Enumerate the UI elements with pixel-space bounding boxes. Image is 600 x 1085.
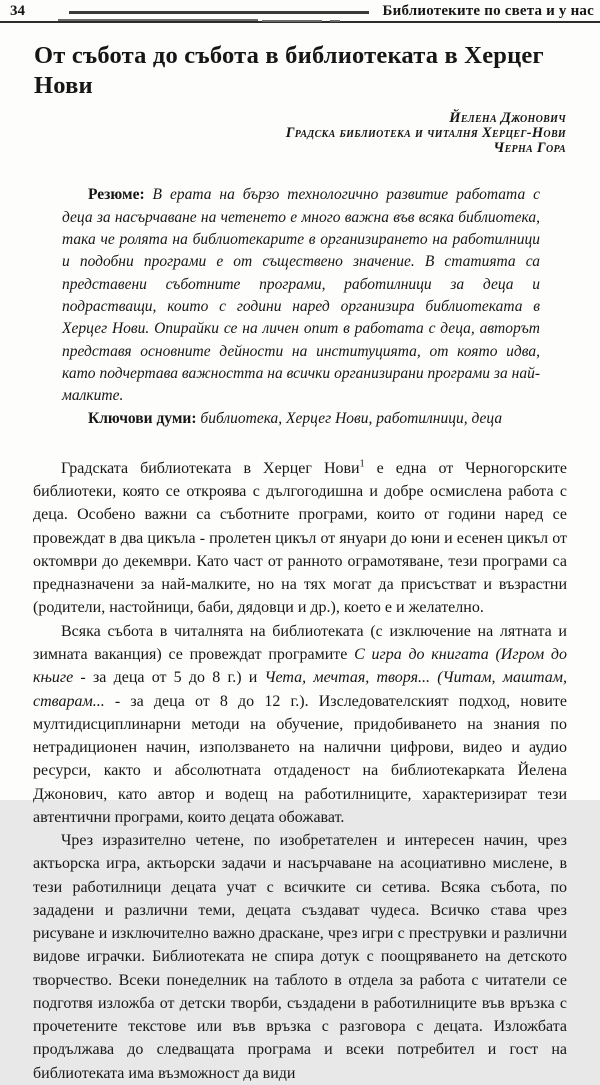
- abstract-label: Резюме: [88, 186, 140, 204]
- author-country: Черна Гора: [493, 140, 566, 157]
- page-number: 34: [10, 3, 25, 19]
- body-paragraph-2: Всяка събота в читалнята на библиотеката (с изключение на лятната и зимната ваканция) се провеждат програмите С игра до книгата (Игром до књиге - за деца от 5 до 8 г.) и Чета, мечтая, творя... (Читам, маштам, стварам... - за деца от 8 до 12 г.). Изследователският подход, новите мултидисциплинарни методи на обучение, придобиването на знания по нетрадиционен начин, използването на налични цифрови, видео и аудио ресурси, както и абсолютната отдаденост на библиотекарката Йелена Джонович, като автор и водещ на работилниците, характеризират тези автентични програми, които децата обожават.: [33, 622, 567, 826]
- body-paragraph-3: Чрез изразително четене, по изобретателен и интересен начин, чрез актьорска игра, актьорски задачи и насърчаване на асоциативно мислене, в тези работилници децата учат с всичките си сетива. Всяка събота, по зададени и различни теми, децата създават чудеса. Всичко става чрез рисуване и изключително важно драскане, чрез игри с преструвки и различни видове играчки. Библиотеката не спира дотук с поощряването на детското творчество. Всеки понеделник на таблото в отдела за работа с читатели се подготвя изложба от детски творби, създадени в работилниците във връзка с прочетените текстове или във връзка с разговора с децата. Изложбата продължава до следващата програма и всеки потребител и гост на библиотеката има възможност да види: [33, 832, 567, 1082]
- scan-artifact: [262, 20, 322, 22]
- abstract-text: В ерата на бързо технологично развитие работата с деца за насърчаване на четенето е много важна във всяка библиотека, така че ролята на библиотекарите в организирането на работилници и подобни програми е от съществено значение. В статията са представени съботните програми, работилници за деца и подрастващи, които с години наред организира библиотеката в Херцег Нови. Опирайки се на личен опит в работата с деца, авторът представя основните дейности на институцията, от която идва, като подчертава важността на всички организирани програми за най-малките.: [62, 186, 540, 405]
- article-title: От събота до събота в библиотеката в Херцег Нови: [34, 42, 544, 99]
- author-block: [0, 111, 566, 157]
- body-paragraph-1: Градската библиотеката в Херцег Нови$^1$ е една от Черногорските библиотеки, която се откроява с дългогодишна и добре осмислена работа с деца. Особено важни са съботните програми, които от години наред се провеждат в два цикъла - пролетен цикъл от януари до юни и есенен цикъл от октомври до декември. Като част от ранното ограмотяване, тези програми са предназначени за най-малките, но на тях могат да присъстват и възрастни (родители, настойници, баби, дядовци и др.), което е и желателно.: [33, 458, 567, 617]
- abstract-section: [62, 184, 540, 429]
- running-header: [0, 0, 600, 23]
- scan-artifact: [330, 20, 340, 22]
- scan-artifact: [58, 19, 258, 21]
- keywords-text: библиотека, Херцег Нови, работилници, деца: [200, 409, 503, 427]
- journal-section-title: Библиотеките по света и у нас: [382, 3, 594, 19]
- author-affiliation: Градска библиотека и читалня Херцег-Нови: [285, 124, 566, 141]
- keywords-line: Ключови думи: библиотека, Херцег Нови, работилници, деца: [88, 409, 503, 427]
- keywords-label: Ключови думи: [88, 409, 192, 427]
- author-name: Йелена Джонович: [449, 109, 566, 126]
- header-rule: [69, 11, 369, 14]
- abstract-paragraph: Резюме: В ерата на бързо технологично развитие работата с деца за насърчаване на четенето е много важна във всяка библиотека, така че ролята на библиотекарите в организирането на работилници и подобни програми е от съществено значение. В статията са представени съботните програми, работилници за деца и подрастващи, които с години наред организира библиотеката в Херцег Нови. Опирайки се на личен опит в работата с деца, авторът представя основните дейности на институцията, от която идва, като подчертава важността на всички организирани програми за най-малките.: [62, 186, 540, 405]
- article-body: [33, 457, 567, 1085]
